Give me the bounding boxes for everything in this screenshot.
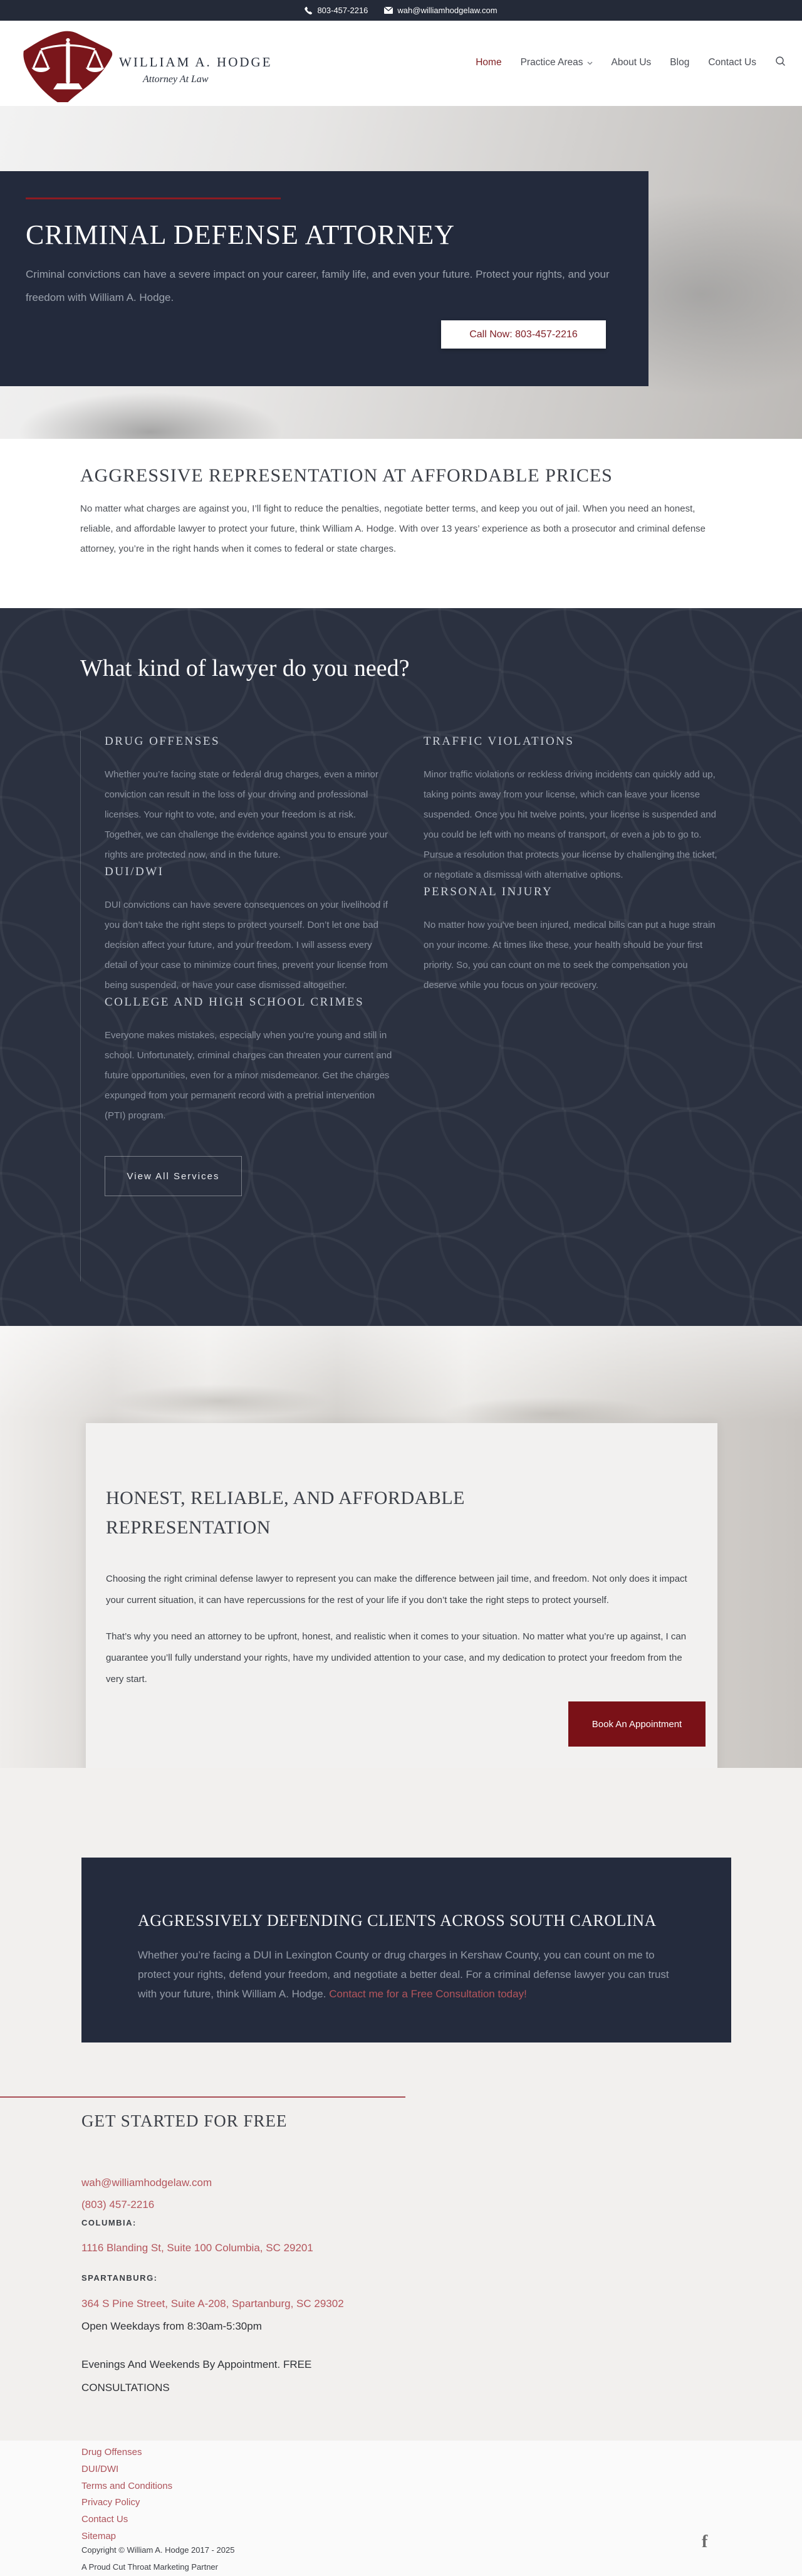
appointment-text: Evenings And Weekends By Appointment. FREE CONSULTATIONS	[81, 2358, 312, 2394]
red-divider-rule	[0, 2096, 405, 2098]
services-right-column	[424, 735, 718, 996]
footer-link-dui-dwi[interactable]: DUI/DWI	[81, 2463, 119, 2474]
site-header	[0, 21, 802, 106]
footer-link-drug-offenses[interactable]: Drug Offenses	[81, 2447, 142, 2458]
nav-item-blog[interactable]: Blog	[670, 57, 690, 68]
footer-partner: A Proud Cut Throat Marketing Partner	[81, 2562, 218, 2572]
representation-section	[0, 1326, 802, 1768]
topbar-email-text: wah@williamhodgelaw.com	[397, 6, 497, 15]
columbia-address-link[interactable]: 1116 Blanding St, Suite 100 Columbia, SC 29201	[81, 2242, 313, 2254]
hero-subtitle: Criminal convictions can have a severe impact on your career, family life, and even your future. Protect your rights, and your freedom with William A. Hodge.	[26, 268, 610, 304]
services-left-column	[105, 735, 395, 1196]
nav-item-contact-us[interactable]: Contact Us	[708, 57, 756, 68]
representation-paragraph-2: That’s why you need an attorney to be upfront, honest, and realistic when it comes to your situation. No matter what you’re up against, I can guarantee you’ll fully understand your rights, have my undivided attention to your case, and my dedication to protect your freedom from the very start.	[106, 1631, 687, 1685]
intro-body: No matter what charges are against you, I’ll fight to reduce the penalties, negotiate better terms, and keep you out of jail. When you need an honest, reliable, and affordable lawyer to protect your future, think William A. Hodge. With over 13 years’ experience as both a prosecutor and criminal defense attorney, you’re in the right hands when it comes to federal or state charges.	[80, 503, 706, 554]
nav-item-home[interactable]: Home	[476, 57, 502, 68]
columbia-label: COLUMBIA:	[81, 2218, 137, 2227]
banner-body	[138, 1945, 677, 2004]
footer-links	[81, 2444, 172, 2545]
spartanburg-address-link[interactable]: 364 S Pine Street, Suite A-208, Spartanburg, SC 29302	[81, 2298, 344, 2310]
contact-zone	[0, 1768, 802, 2441]
envelope-icon	[384, 7, 393, 14]
spartanburg-label: SPARTANBURG:	[81, 2273, 158, 2283]
free-consultation-link[interactable]: Contact me for a Free Consultation today!	[329, 1988, 527, 2000]
footer	[0, 2441, 802, 2576]
banner-heading: AGGRESSIVELY DEFENDING CLIENTS ACROSS SOUTH CAROLINA	[138, 1911, 657, 1930]
services-section	[0, 608, 802, 1326]
topbar-email-link[interactable]	[384, 6, 497, 15]
defending-banner	[81, 1858, 731, 2042]
service-title-drug-offenses: DRUG OFFENSES	[105, 735, 221, 748]
call-now-button[interactable]: Call Now: 803-457-2216	[441, 320, 606, 349]
brand-tagline: Attorney At Law	[143, 74, 209, 85]
banner-body-text: Whether you’re facing a DUI in Lexington County or drug charges in Kershaw County, you can count on me to protect your rights, defend your freedom, and negotiate a better deal. For a criminal defense lawyer you can trust with your future, think William A. Hodge.	[138, 1949, 669, 2000]
service-title-personal-injury: PERSONAL INJURY	[424, 885, 553, 898]
brand-name: WILLIAM A. HODGE	[119, 55, 273, 70]
book-appointment-button[interactable]: Book An Appointment	[568, 1701, 706, 1747]
service-title-traffic-violations: TRAFFIC VIOLATIONS	[424, 735, 575, 748]
search-icon[interactable]	[775, 56, 786, 70]
contact-phone-link[interactable]: (803) 457-2216	[81, 2199, 155, 2211]
service-body-drug-offenses: Whether you’re facing state or federal drug charges, even a minor conviction can result in the loss of your driving and professional licenses. Your right to vote, and even your freedom is at risk. Together, we can challenge the evidence against you to ensure your rights are protected now, and in the future.	[105, 769, 388, 860]
footer-copyright: Copyright © William A. Hodge 2017 - 2025	[81, 2545, 235, 2555]
services-divider-line	[80, 731, 81, 1281]
chevron-down-icon	[587, 57, 593, 68]
footer-link-terms[interactable]: Terms and Conditions	[81, 2480, 173, 2491]
footer-link-privacy[interactable]: Privacy Policy	[81, 2497, 140, 2508]
view-all-services-button[interactable]: View All Services	[105, 1156, 242, 1196]
main-nav	[476, 56, 786, 70]
intro-section	[0, 439, 802, 608]
footer-link-contact[interactable]: Contact Us	[81, 2514, 128, 2525]
topbar	[0, 0, 802, 21]
phone-icon	[305, 6, 313, 14]
hero-title: CRIMINAL DEFENSE ATTORNEY	[26, 219, 456, 250]
get-started-heading: GET STARTED FOR FREE	[81, 2111, 288, 2130]
services-heading: What kind of lawyer do you need?	[80, 655, 410, 681]
service-title-college-crimes: COLLEGE AND HIGH SCHOOL CRIMES	[105, 996, 365, 1009]
hero-accent-line	[26, 197, 281, 199]
topbar-phone-link[interactable]	[305, 6, 368, 15]
representation-card	[86, 1423, 717, 1812]
service-title-dui-dwi: DUI/DWI	[105, 865, 164, 878]
brand-text	[119, 55, 273, 85]
representation-paragraph-1: Choosing the right criminal defense lawyer to represent you can make the difference between jail time, and freedom. Not only does it impact your current situation, it can have repercussions for the rest of your life if you don’t take the right steps to protect yourself.	[106, 1574, 687, 1606]
intro-heading: AGGRESSIVE REPRESENTATION AT AFFORDABLE PRICES	[80, 465, 613, 486]
service-body-traffic-violations: Minor traffic violations or reckless driving incidents can quickly add up, taking points away from your license, which can leave your license suspended. Once you hit twelve points, your license is suspended and you could be left with no means of transport, or even a job to go to. Pursue a resolution that protects your license by challenging the ticket, or negotiate a dismissal with alternative options.	[424, 769, 717, 880]
service-body-dui-dwi: DUI convictions can have severe consequences on your livelihood if you don’t take the right steps to protect yourself. Don’t let one bad decision affect your future, and your freedom. I will assess every detail of your case to minimize court fines, prevent your license from being suspended, or have your case dismissed altogether.	[105, 900, 388, 991]
hero-section	[0, 106, 802, 439]
nav-practice-areas-label: Practice Areas	[520, 57, 583, 68]
nav-item-practice-areas[interactable]	[521, 57, 593, 68]
hero-overlay-box	[0, 171, 648, 386]
representation-heading: HONEST, RELIABLE, AND AFFORDABLE REPRESENTATION	[106, 1488, 465, 1538]
topbar-phone-text: 803-457-2216	[317, 6, 368, 15]
service-body-college-crimes: Everyone makes mistakes, especially when you’re young and still in school. Unfortunately, criminal charges can threaten your current and future opportunities, even for a minor misdemeanor. Get the charges expunged from your permanent record with a pretrial intervention (PTI) program.	[105, 1030, 392, 1121]
contact-email-link[interactable]: wah@williamhodgelaw.com	[81, 2177, 212, 2189]
footer-link-sitemap[interactable]: Sitemap	[81, 2530, 117, 2542]
logo-sc-scales-icon[interactable]	[19, 28, 117, 102]
office-hours-text: Open Weekdays from 8:30am-5:30pm	[81, 2320, 262, 2332]
facebook-icon[interactable]: f	[702, 2532, 708, 2552]
service-body-personal-injury: No matter how you've been injured, medical bills can put a huge strain on your income. At times like these, your health should be your first priority. So, you can count on me to seek the compensation you deserve while you focus on your recovery.	[424, 920, 716, 991]
nav-item-about-us[interactable]: About Us	[611, 57, 652, 68]
